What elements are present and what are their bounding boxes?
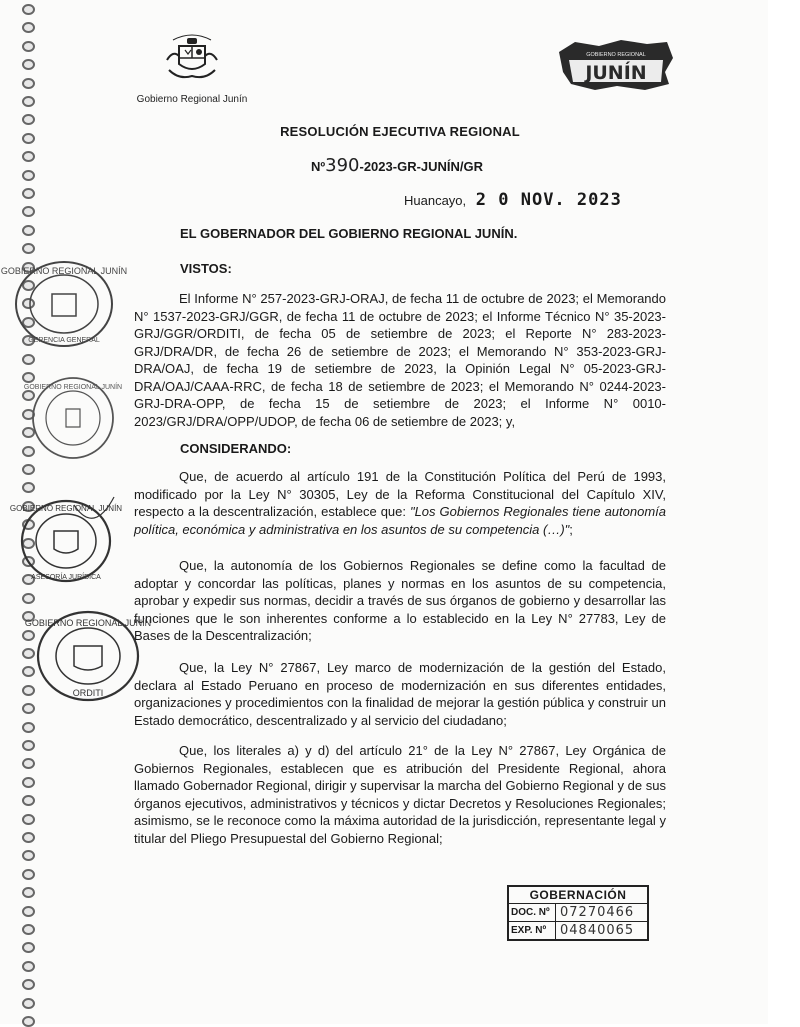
org-name: Gobierno Regional Junín	[136, 94, 248, 105]
exp-label: EXP. Nº	[509, 922, 556, 939]
stamp-2-text: GOBIERNO REGIONAL JUNÍN	[23, 384, 123, 391]
binding-hole	[22, 188, 35, 199]
considerando-paragraph-2: Que, la autonomía de los Gobiernos Regionales se define como la facultad de adoptar y concordar las políticas, planes y normas en los asuntos de su competencia, aprobar y expedir sus normas, decidir a través de sus órganos de gobierno y desarrollar las funciones que le son inherentes conforme a lo establecido en la Ley N° 27783, Ley de Bases de la Descentralización;	[134, 558, 666, 643]
p1-text: Que, de acuerdo al artículo 191 de la Constitución Política del Perú de 1993, modificado por la Ley N° 30305, Ley de la Reforma Constitucional del Capítulo XIV, respecto a la descentralización, establece que:	[134, 469, 666, 519]
considerando-paragraph-4: Que, los literales a) y d) del artículo 21° de la Ley N° 27867, Ley Orgánica de Gobiernos Regionales, establecen que es atribución del Presidente Regional, ahora llamado Gobernador Regional, dirigir y supervisar la marcha del Gobierno Regional y de sus órganos ejecutivos, administrativos y técnicos y dictar Decretos y Resoluciones Regionales; asimismo, se le reconoce como la máxima autoridad de la jurisdicción, representante legal y titular del Pliego Presupuestal del Gobierno Regional;	[134, 743, 666, 846]
doc-label: DOC. Nº	[509, 904, 556, 921]
binding-hole	[22, 170, 35, 181]
registry-doc-row	[509, 904, 647, 922]
binding-hole	[22, 777, 35, 788]
binding-hole	[22, 4, 35, 15]
stamp-4-sub: ORDITI	[72, 688, 104, 698]
junin-region-logo	[555, 38, 675, 92]
approval-stamp	[24, 608, 152, 704]
doc-value: 07270466	[560, 905, 635, 920]
binding-hole	[22, 225, 35, 236]
considerando-paragraph-1	[134, 468, 666, 538]
stamp-4-text: GOBIERNO REGIONAL JUNÍN	[24, 618, 152, 628]
approval-stamp	[23, 375, 123, 461]
place-name: Huancayo,	[404, 193, 467, 208]
number-handwritten: 390	[325, 155, 360, 176]
binding-hole	[22, 41, 35, 52]
stamp-3-text: GOBIERNO REGIONAL JUNÍN	[9, 504, 123, 513]
header-org-block	[132, 30, 252, 105]
number-suffix: -2023-GR-JUNÍN/GR	[359, 159, 484, 174]
stamp-1-text: GOBIERNO REGIONAL JUNÍN	[0, 266, 128, 276]
binding-hole	[22, 354, 35, 365]
binding-hole	[22, 703, 35, 714]
binding-hole	[22, 832, 35, 843]
binding-hole	[22, 59, 35, 70]
resolution-number	[311, 155, 483, 176]
binding-hole	[22, 96, 35, 107]
binding-hole	[22, 22, 35, 33]
date-stamp: 2 0 NOV. 2023	[475, 190, 622, 210]
binding-hole	[22, 1016, 35, 1027]
binding-hole	[22, 814, 35, 825]
number-prefix: Nº	[311, 159, 326, 174]
binding-hole	[22, 722, 35, 733]
binding-hole	[22, 243, 35, 254]
binding-hole	[22, 961, 35, 972]
binding-hole	[22, 906, 35, 917]
considerando-heading: CONSIDERANDO:	[180, 441, 292, 456]
authority-heading: EL GOBERNADOR DEL GOBIERNO REGIONAL JUNÍN.	[180, 226, 518, 241]
vistos-paragraph: El Informe N° 257-2023-GRJ-ORAJ, de fecha 11 de octubre de 2023; el Memorando N° 1537-2023-GRJ/GGR, de fecha 11 de octubre de 2023; el Informe Técnico N° 35-2023-GRJ/GGR/ORDITI, de fecha 05 de setiembre de 2023; el Reporte N° 283-2023-GRJ/DRA/DR, de fecha 26 de setiembre de 2023; el Memorando N° 353-2023-GRJ-DRA/OAJ, de fecha 19 de setiembre de 2023, la Opinión Legal N° 05-2023-GRJ-DRA/OAJ/CAAA-RRC, de fecha 18 de setiembre de 2023; el Memorando N° 0244-2023-GRJ-DRA-OPP, de fecha 15 de setiembre de 2023; el Informe N° 0010-2023/GRJ/DRA/OPP/UDOP, de fecha 06 de setiembre de 2023; y,	[134, 291, 666, 429]
stamp-1-sub: GERENCIA GENERAL	[28, 337, 100, 344]
logo-subtext: GOBIERNO REGIONAL	[586, 52, 646, 58]
considerando-paragraph-3: Que, la Ley N° 27867, Ley marco de modernización de la gestión del Estado, declara al Estado Peruano en proceso de modernización en sus diferentes entidades, organizaciones y procedimientos con la finalidad de mejorar la gestión pública y construir un Estado democrático, descentralizado y al servicio del ciudadano;	[134, 660, 666, 728]
binding-hole	[22, 869, 35, 880]
binding-hole	[22, 942, 35, 953]
binding-hole	[22, 758, 35, 769]
binding-hole	[22, 795, 35, 806]
registry-header: GOBERNACIÓN	[509, 887, 647, 904]
binding-hole	[22, 740, 35, 751]
binding-hole	[22, 979, 35, 990]
binding-hole	[22, 464, 35, 475]
vistos-heading: VISTOS:	[180, 261, 232, 276]
registry-exp-row	[509, 922, 647, 939]
binding-hole	[22, 206, 35, 217]
approval-stamp	[0, 258, 128, 350]
gobernacion-registry-box	[507, 885, 649, 941]
document-title: RESOLUCIÓN EJECUTIVA REGIONAL	[280, 124, 520, 139]
binding-hole	[22, 850, 35, 861]
binding-hole	[22, 887, 35, 898]
p1-quote: "Los Gobiernos Regionales tiene autonomía política, económica y administrativa en los asuntos de su competencia (…)"	[134, 504, 666, 537]
approval-stamp	[9, 495, 123, 587]
binding-hole	[22, 78, 35, 89]
binding-hole	[22, 482, 35, 493]
p1-end: ;	[569, 521, 573, 537]
logo-text: JUNÍN	[585, 62, 647, 84]
stamp-3-sub: ASESORÍA JURÍDICA	[31, 574, 101, 581]
binding-hole	[22, 924, 35, 935]
peru-coat-of-arms-icon	[159, 30, 225, 88]
binding-hole	[22, 151, 35, 162]
exp-value: 04840065	[560, 923, 635, 938]
binding-hole	[22, 998, 35, 1009]
binding-hole	[22, 593, 35, 604]
place-date-line	[404, 190, 622, 210]
